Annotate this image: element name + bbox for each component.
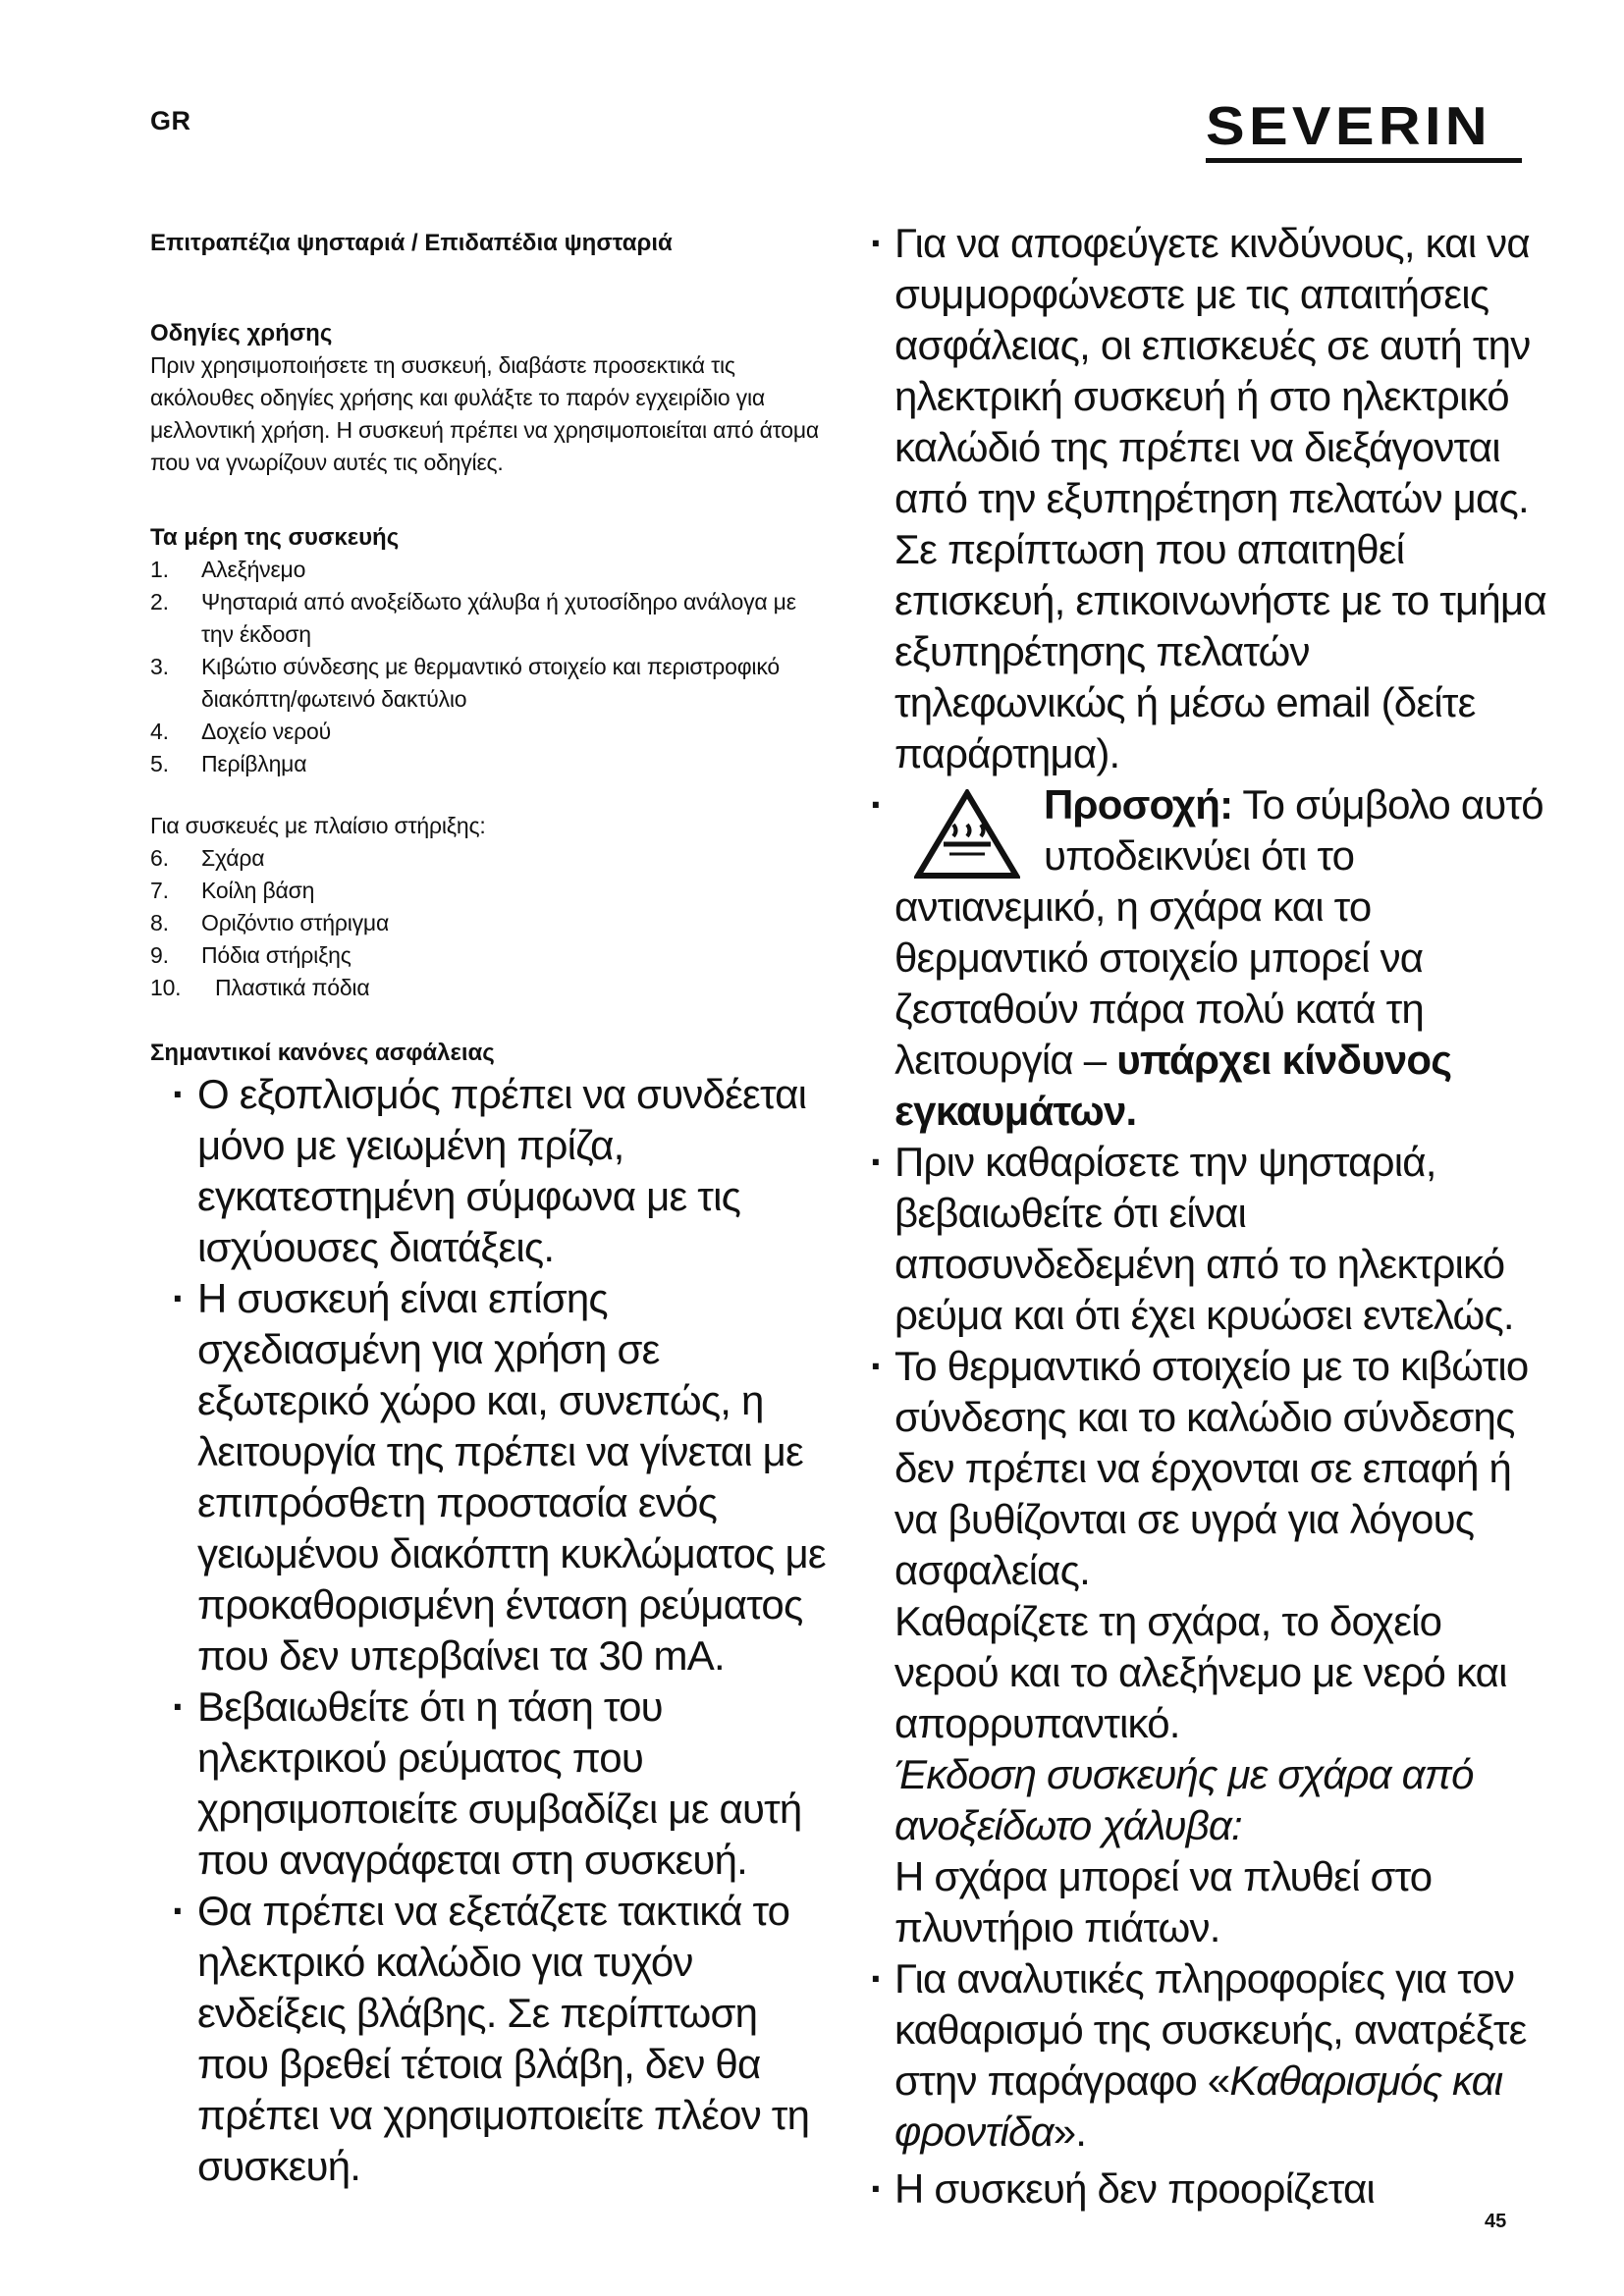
caution-label: Προσοχή: (1044, 781, 1233, 828)
list-item: 8. Οριζόντιο στήριγμα (150, 910, 390, 935)
list-item: 1. Αλεξήνεμο (150, 557, 306, 582)
safety-heading: Σημαντικοί κανόνες ασφάλειας (150, 1040, 495, 1066)
left-column (150, 222, 828, 2192)
parts-heading: Τα μέρη της συσκευής (150, 524, 400, 551)
language-code: GR (150, 106, 191, 135)
list-item: · Βεβαιωθείτε ότι η τάση του ηλεκτρικού ρεύματος που χρησιμοποιείτε συμβαδίζει με αυτή που αναγράφεται στη συσκευή. (172, 1683, 802, 1883)
last-bullet: · Η συσκευή δεν προορίζεται (870, 2165, 1375, 2212)
heating-element-bullet: · Το θερμαντικό στοιχείο με το κιβώτιο σύνδεσης και το καλώδιο σύνδεσης δεν πρέπει να έρχονται σε επαφή ή να βυθίζονται σε υγρά για λόγους ασφαλείας. (870, 1343, 1529, 1593)
parts-list (150, 554, 828, 780)
frame-intro: Για συσκευές με πλαίσιο στήριξης: (150, 813, 486, 838)
safety-list (150, 1069, 828, 2192)
service-bullet: · Για να αποφεύγετε κινδύνους, και να συμμορφώνεστε με τις απαιτήσεις ασφάλειας, οι επισκευές σε αυτή την ηλεκτρική συσκευή ή στο ηλεκτρικό καλώδιό της πρέπει να διεξάγονται από την εξυπηρέτηση πελατών μας. Σε περίπτωση που απαιτηθεί επισκευή, επικοινωνήστε με το τμήμα εξυπηρέτησης πελατών τηλεφωνικώς ή μέσω email (δείτε παράρτημα). (870, 220, 1546, 776)
document-title: Επιτραπέζια ψησταριά / Επιδαπέδια ψησταριά (150, 230, 673, 256)
list-item: 10. Πλαστικά πόδια (150, 975, 370, 1000)
list-item: · Η συσκευή είναι επίσης σχεδιασμένη για χρήση σε εξωτερικό χώρο και, συνεπώς, η λειτουργία της πρέπει να γίνεται με επιπρόσθετη προστασία ενός γειωμένου διακόπτη κυκλώματος με προκαθορισμένη ένταση ρεύματος που δεν υπερβαίνει τα 30 mA. (172, 1275, 826, 1679)
burn-danger-text: υπάρχει κίνδυνος εγκαυμάτων. (894, 1037, 1452, 1134)
right-column (870, 218, 1547, 2215)
list-item: 5. Περίβλημα (150, 751, 307, 776)
list-item: 2. Ψησταριά από ανοξείδωτο χάλυβα ή χυτοσίδηρο ανάλογα με την έκδοση (150, 589, 796, 647)
frame-parts-list (150, 842, 828, 1004)
severin-logo (1206, 94, 1522, 163)
brand-name: SEVERIN (1206, 95, 1492, 156)
list-item: · Ο εξοπλισμός πρέπει να συνδέεται μόνο με γειωμένη πρίζα, εγκατεστημένη σύμφωνα με τις ισχύουσες διατάξεις. (172, 1071, 807, 1270)
list-item: 7. Κοίλη βάση (150, 878, 315, 903)
list-item: 9. Πόδια στήριξης (150, 942, 352, 968)
list-item: 6. Σχάρα (150, 845, 265, 871)
details-bullet: · Για αναλυτικές πληροφορίες για τον καθαρισμό της συσκευής, ανατρέξτε στην παράγραφο «Καθαρισμός και φροντίδα». (870, 1955, 1527, 2155)
steel-version-heading: Έκδοση συσκευής με σχάρα από ανοξείδωτο χάλυβα: (894, 1751, 1474, 1848)
instructions-text: Πριν χρησιμοποιήσετε τη συσκευή, διαβάστε προσεκτικά τις ακόλουθες οδηγίες χρήσης και φυλάξτε το παρόν εγχειρίδιο για μελλοντική χρήση. Η συσκευή πρέπει να χρησιμοποιείται από άτομα που να γνωρίζουν αυτές τις οδηγίες. (150, 352, 820, 475)
care-section-reference: Καθαρισμός και φροντίδα (894, 2057, 1503, 2155)
page-number: 45 (1485, 2211, 1507, 2232)
clean-before-bullet: · Πριν καθαρίσετε την ψησταριά, βεβαιωθείτε ότι είναι αποσυνδεδεμένη από το ηλεκτρικό ρεύμα και ότι έχει κρυώσει εντελώς. (870, 1139, 1514, 1338)
list-item: 4. Δοχείο νερού (150, 719, 331, 744)
hot-surface-warning-icon (914, 789, 1020, 880)
clean-paragraph: Καθαρίζετε τη σχάρα, το δοχείο νερού και το αλεξήνεμο με νερό και απορρυπαντικό. (894, 1598, 1507, 1746)
caution-bullet: · Προσοχή: Το σύμβολο αυτό υποδεικνύει ότι το αντιανεμικό, η σχάρα και το θερμαντικό στοιχείο μπορεί να ζεσταθούν πάρα πολύ κατά τη λειτουργία – υπάρχει κίνδυνος εγκαυμάτων. (870, 781, 1543, 1134)
steel-version-text: Η σχάρα μπορεί να πλυθεί στο πλυντήριο πιάτων. (894, 1853, 1433, 1950)
list-item: 3. Κιβώτιο σύνδεσης με θερμαντικό στοιχείο και περιστροφικό διακόπτη/φωτεινό δακτύλιο (150, 654, 780, 712)
instructions-heading: Οδηγίες χρήσης (150, 320, 333, 347)
logo-underline (1206, 158, 1522, 163)
list-item: · Θα πρέπει να εξετάζετε τακτικά το ηλεκτρικό καλώδιο για τυχόν ενδείξεις βλάβης. Σε περίπτωση που βρεθεί τέτοια βλάβη, δεν θα πρέπει να χρησιμοποιείτε πλέον τη συσκευή. (172, 1888, 810, 2189)
